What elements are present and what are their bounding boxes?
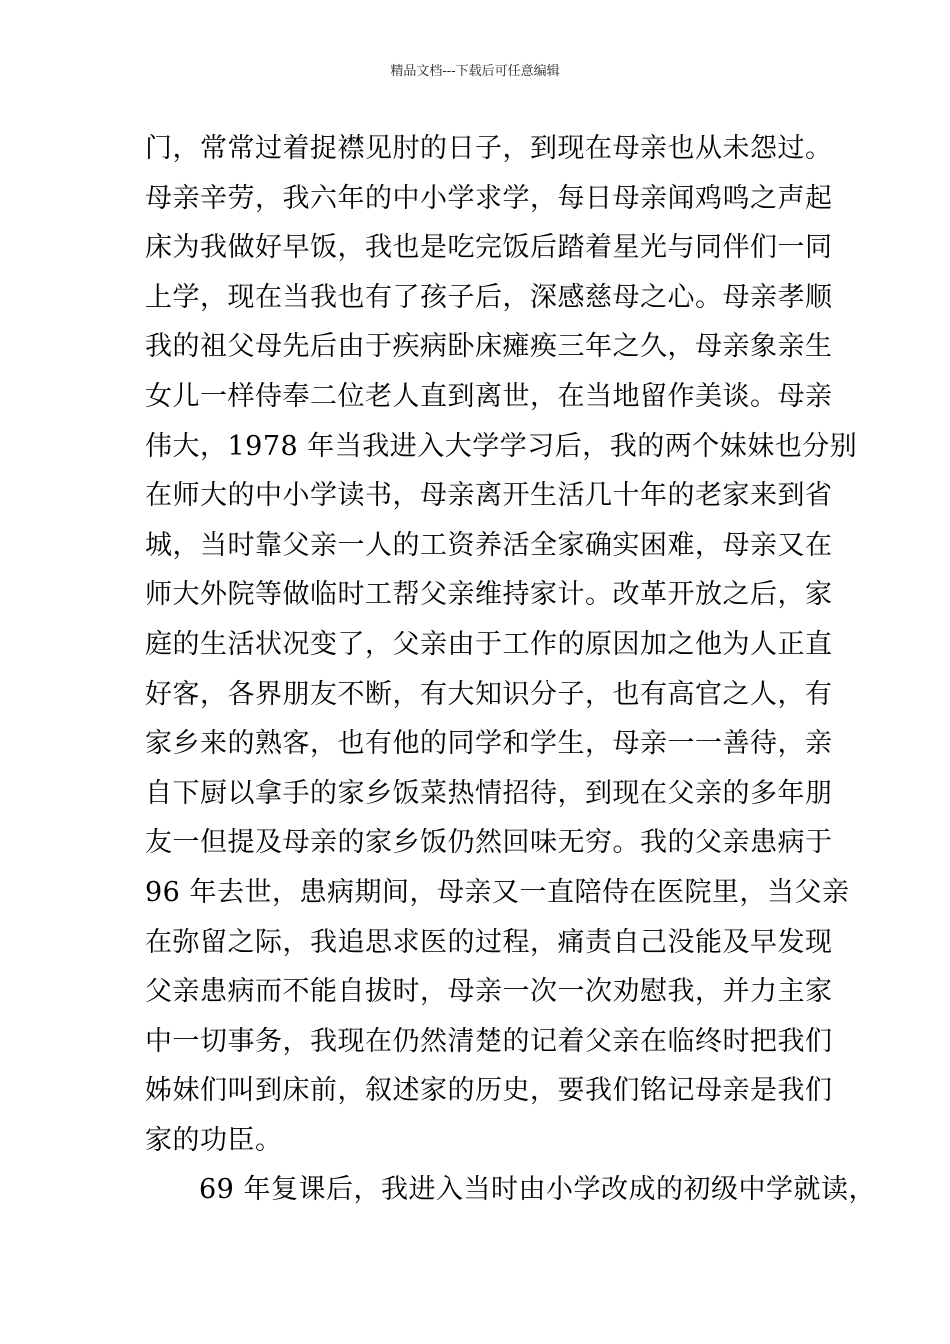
text-line: 伟大，1978 年当我进入大学学习后，我的两个妹妹也分别 (145, 430, 858, 462)
text-line: 姊妹们叫到床前，叙述家的历史，要我们铭记母亲是我们 (145, 1075, 833, 1107)
text-line: 庭的生活状况变了，父亲由于工作的原因加之他为人正直 (145, 628, 833, 660)
text-line: 家乡来的熟客，也有他的同学和学生，母亲一一善待，亲 (145, 728, 833, 760)
text-line: 友一但提及母亲的家乡饭仍然回味无穷。我的父亲患病于 (145, 827, 833, 859)
text-line: 女儿一样侍奉二位老人直到离世，在当地留作美谈。母亲 (145, 380, 833, 412)
text-line: 我的祖父母先后由于疾病卧床瘫痪三年之久，母亲象亲生 (145, 331, 833, 363)
text-line: 中一切事务，我现在仍然清楚的记着父亲在临终时把我们 (145, 1025, 833, 1057)
text-line: 师大外院等做临时工帮父亲维持家计。改革开放之后，家 (145, 579, 833, 611)
text-line: 69 年复课后，我进入当时由小学改成的初级中学就读， (199, 1174, 876, 1206)
text-line: 门，常常过着捉襟见肘的日子，到现在母亲也从未怨过。 (145, 133, 833, 164)
text-line: 在弥留之际，我追思求医的过程，痛责自己没能及早发现 (145, 926, 833, 958)
text-line: 父亲患病而不能自拔时，母亲一次一次劝慰我，并力主家 (145, 976, 833, 1008)
text-line: 上学，现在当我也有了孩子后，深感慈母之心。母亲孝顺 (145, 281, 833, 313)
page-header: 精品文档---下载后可任意编辑 (390, 64, 560, 79)
text-line: 家的功臣。 (145, 1124, 283, 1156)
text-line: 城，当时靠父亲一人的工资养活全家确实困难，母亲又在 (145, 529, 833, 561)
document-body (145, 124, 876, 1215)
text-line: 好客，各界朋友不断，有大知识分子，也有高官之人，有 (145, 678, 833, 710)
text-line: 床为我做好早饭，我也是吃完饭后踏着星光与同伴们一同 (145, 232, 833, 264)
text-line: 在师大的中小学读书，母亲离开生活几十年的老家来到省 (145, 480, 833, 512)
text-line: 96 年去世，患病期间，母亲又一直陪侍在医院里，当父亲 (145, 876, 850, 908)
text-line: 母亲辛劳，我六年的中小学求学，每日母亲闻鸡鸣之声起 (145, 182, 833, 214)
paragraph-2 (145, 1165, 876, 1215)
paragraph-1 (145, 124, 858, 1165)
text-line: 自下厨以拿手的家乡饭菜热情招待，到现在父亲的多年朋 (145, 777, 833, 809)
